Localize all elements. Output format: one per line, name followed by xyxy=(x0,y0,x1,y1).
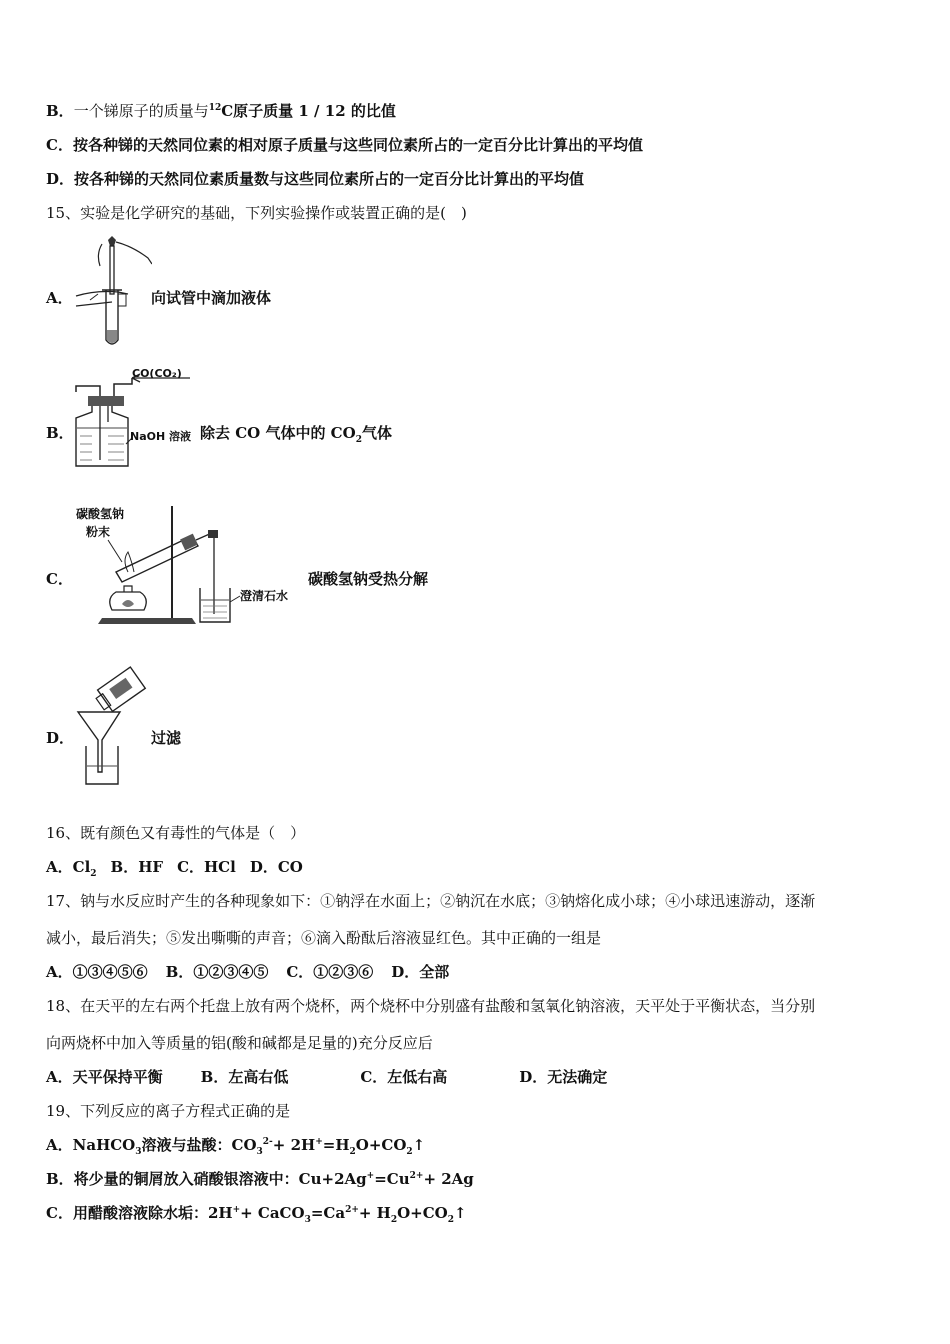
q18-stem-line-2: 向两烧杯中加入等质量的铝(酸和碱都是足量的)充分反应后 xyxy=(46,1034,433,1052)
q14-option-c: C．按各种锑的天然同位素的相对原子质量与这些同位素所占的一定百分比计算出的平均值 xyxy=(46,136,643,154)
q17-stem-line-1: 17、钠与水反应时产生的各种现象如下：①钠浮在水面上；②钠沉在水底；③钠熔化成小球；④小球迅速游动，逐渐 xyxy=(46,892,816,910)
q18-stem-line-1: 18、在天平的左右两个托盘上放有两个烧杯，两个烧杯中分别盛有盐酸和氢氧化钠溶液，天平处于平衡状态，当分别 xyxy=(46,997,816,1015)
q15-option-c-text: 碳酸氢钠受热分解 xyxy=(308,570,429,588)
q15-stem: 15、实验是化学研究的基础，下列实验操作或装置正确的是( ) xyxy=(46,204,467,222)
q17-options: A．①③④⑤⑥ B．①②③④⑤ C．①②③⑥ D．全部 xyxy=(46,963,450,981)
co-co2-label: CO(CO₂) xyxy=(132,367,182,380)
q19-option-c: C．用醋酸溶液除水垢：$2H^++ CaCO_3=Ca^{2+}+$ $H_2O+CO_2↑$ xyxy=(46,1204,467,1225)
q19-option-b: B．将少量的铜屑放入硝酸银溶液中：$Cu+2Ag^+=Cu^{2+}+ 2Ag$ xyxy=(46,1170,474,1188)
q18-options: A．天平保持平衡 B．左高右低 C．左低右高 D．无法确定 xyxy=(46,1068,608,1086)
q15-option-b-label: B． xyxy=(46,424,74,442)
q17-stem-line-2: 减小，最后消失；⑤发出嘶嘶的声音；⑥滴入酚酞后溶液显红色。其中正确的一组是 xyxy=(46,929,602,947)
limewater-label: 澄清石水 xyxy=(240,589,289,603)
q14-b-text-pre: 一个锑原子的质量与 xyxy=(73,102,209,120)
q14-b-sup: 12 xyxy=(208,103,222,113)
q19-option-a: A．NaHCO$_3$溶液与盐酸：$CO_3^{2-}+$ $2H^+=H_2O+CO_2↑$ xyxy=(46,1136,426,1157)
q15-option-d-text: 过滤 xyxy=(151,729,182,747)
dropper-test-tube-figure xyxy=(72,234,152,346)
q14-b-text-post: C原子质量 1 / 12 的比值 xyxy=(221,102,396,120)
bicarbonate-label-1: 碳酸氢钠 xyxy=(76,507,125,521)
gas-washing-bottle-figure xyxy=(72,366,200,472)
q14-option-d: D．按各种锑的天然同位素质量数与这些同位素所占的一定百分比计算出的平均值 xyxy=(46,170,585,188)
q16-options: A．$Cl_2$ B．HF C．HCl D．CO xyxy=(46,858,303,879)
q16-stem: 16、既有颜色又有毒性的气体是（ ） xyxy=(46,824,306,842)
q15-option-b-text: 除去 CO 气体中的 $CO_2$气体 xyxy=(200,424,392,445)
heating-apparatus-figure xyxy=(72,502,312,630)
bicarbonate-label-2: 粉末 xyxy=(86,525,111,539)
q14-option-b: B．一个锑原子的质量与$^{12}$C原子质量 1 / 12 的比值 xyxy=(46,102,396,120)
q15-option-a-label: A． xyxy=(46,289,73,307)
q15-option-d-label: D． xyxy=(46,729,75,747)
filtration-figure xyxy=(72,662,156,786)
q19-stem: 19、下列反应的离子方程式正确的是 xyxy=(46,1102,291,1120)
q15-option-c-label: C． xyxy=(46,570,73,588)
q15-option-a-text: 向试管中滴加液体 xyxy=(151,289,272,307)
naoh-solution-label: NaOH 溶液 xyxy=(130,430,192,443)
